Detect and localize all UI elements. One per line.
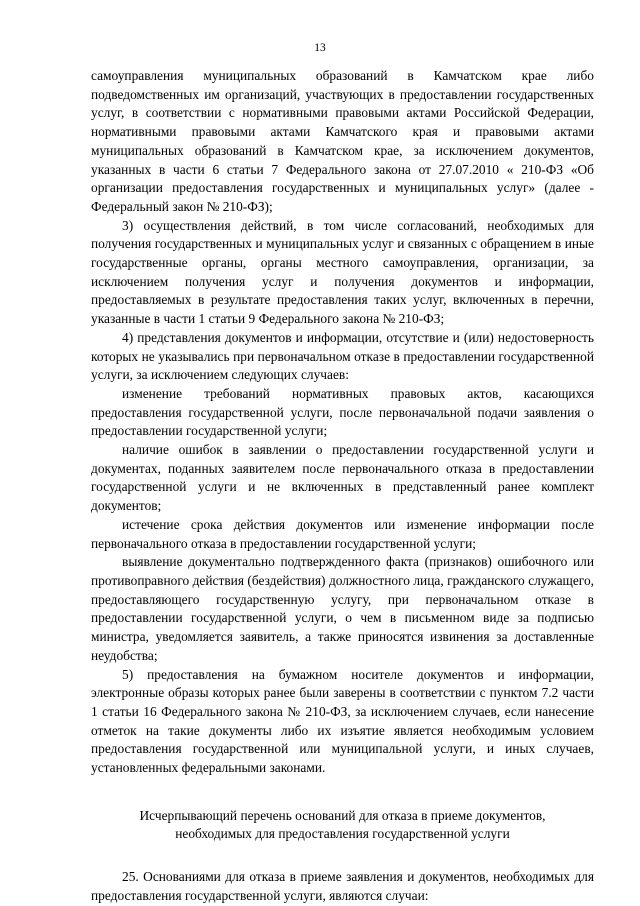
paragraph-continuation: самоуправления муниципальных образований в Камчатском крае либо подведомственных им организаций, участвующих в предоставлении государственных услуг, в соответствии с нормативными правовыми актами Российской Федерации, нормативными правовыми актами Камчатского края и правовыми актами муниципальных образований в Камчатском крае, за исключением документов, указанных в части 6 статьи 7 Федерального закона от 27.07.2010 « 210-ФЗ «Об организации предоставления государственных и муниципальных услуг» (далее - Федеральный закон № 210-ФЗ);	[91, 68, 594, 214]
paragraph-item-25: 25. Основаниями для отказа в приеме заявления и документов, необходимых для предоставления государственной услуги, являются случаи:	[91, 869, 594, 903]
section-heading: Исчерпывающий перечень оснований для отказа в приеме документов, необходимых для предоставления государственной услуги	[139, 807, 546, 842]
paragraph-item-5: 5) предоставления на бумажном носителе документов и информации, электронные образы которых ранее были заверены в соответствии с пунктом 7.2 части 1 статьи 16 Федерального закона № 210-ФЗ, за исключением случаев, если нанесение отметок на такие документы либо их изъятие является необходимым условием предоставления государственной или муниципальной услуги, и иных случаев, установленных федеральными законами.	[91, 666, 594, 776]
page-number: 13	[314, 42, 326, 54]
paragraph-item-4: 4) представления документов и информации, отсутствие и (или) недостоверность которых не указывались при первоначальном отказе в предоставлении государственной услуги, за исключением следующих случаев:	[91, 329, 594, 383]
paragraph-case-requirements-change: изменение требований нормативных правовых актов, касающихся предоставления государственной услуги, после первоначальной подачи заявления о предоставлении государственной услуги;	[91, 385, 594, 439]
document-body	[91, 67, 594, 906]
paragraph-case-misconduct: выявление документально подтвержденного факта (признаков) ошибочного или противоправного действия (бездействия) должностного лица, гражданского служащего, предоставляющего государственную услугу, при первоначальном отказе в предоставлении государственной услуги, о чем в письменном виде за подписью министра, уведомляется заявитель, а также приносятся извинения за доставленные неудобства;	[91, 554, 594, 663]
paragraph-item-3: 3) осуществления действий, в том числе согласований, необходимых для получения государственных и муниципальных услуг и связанных с обращением в иные государственные органы, органы местного самоуправления, организации, за исключением получения услуг и получения документов и информации, предоставляемых в результате предоставления таких услуг, включенных в перечни, указанные в части 1 статьи 9 Федерального закона № 210-ФЗ;	[91, 217, 594, 327]
paragraph-case-errors: наличие ошибок в заявлении о предоставлении государственной услуги и документах, поданных заявителем после первоначального отказа в предоставлении государственной услуги и не включенных в представленный ранее комплект документов;	[91, 442, 594, 514]
paragraph-case-expiry: истечение срока действия документов или изменение информации после первоначального отказа в предоставлении государственной услуги;	[91, 516, 594, 551]
